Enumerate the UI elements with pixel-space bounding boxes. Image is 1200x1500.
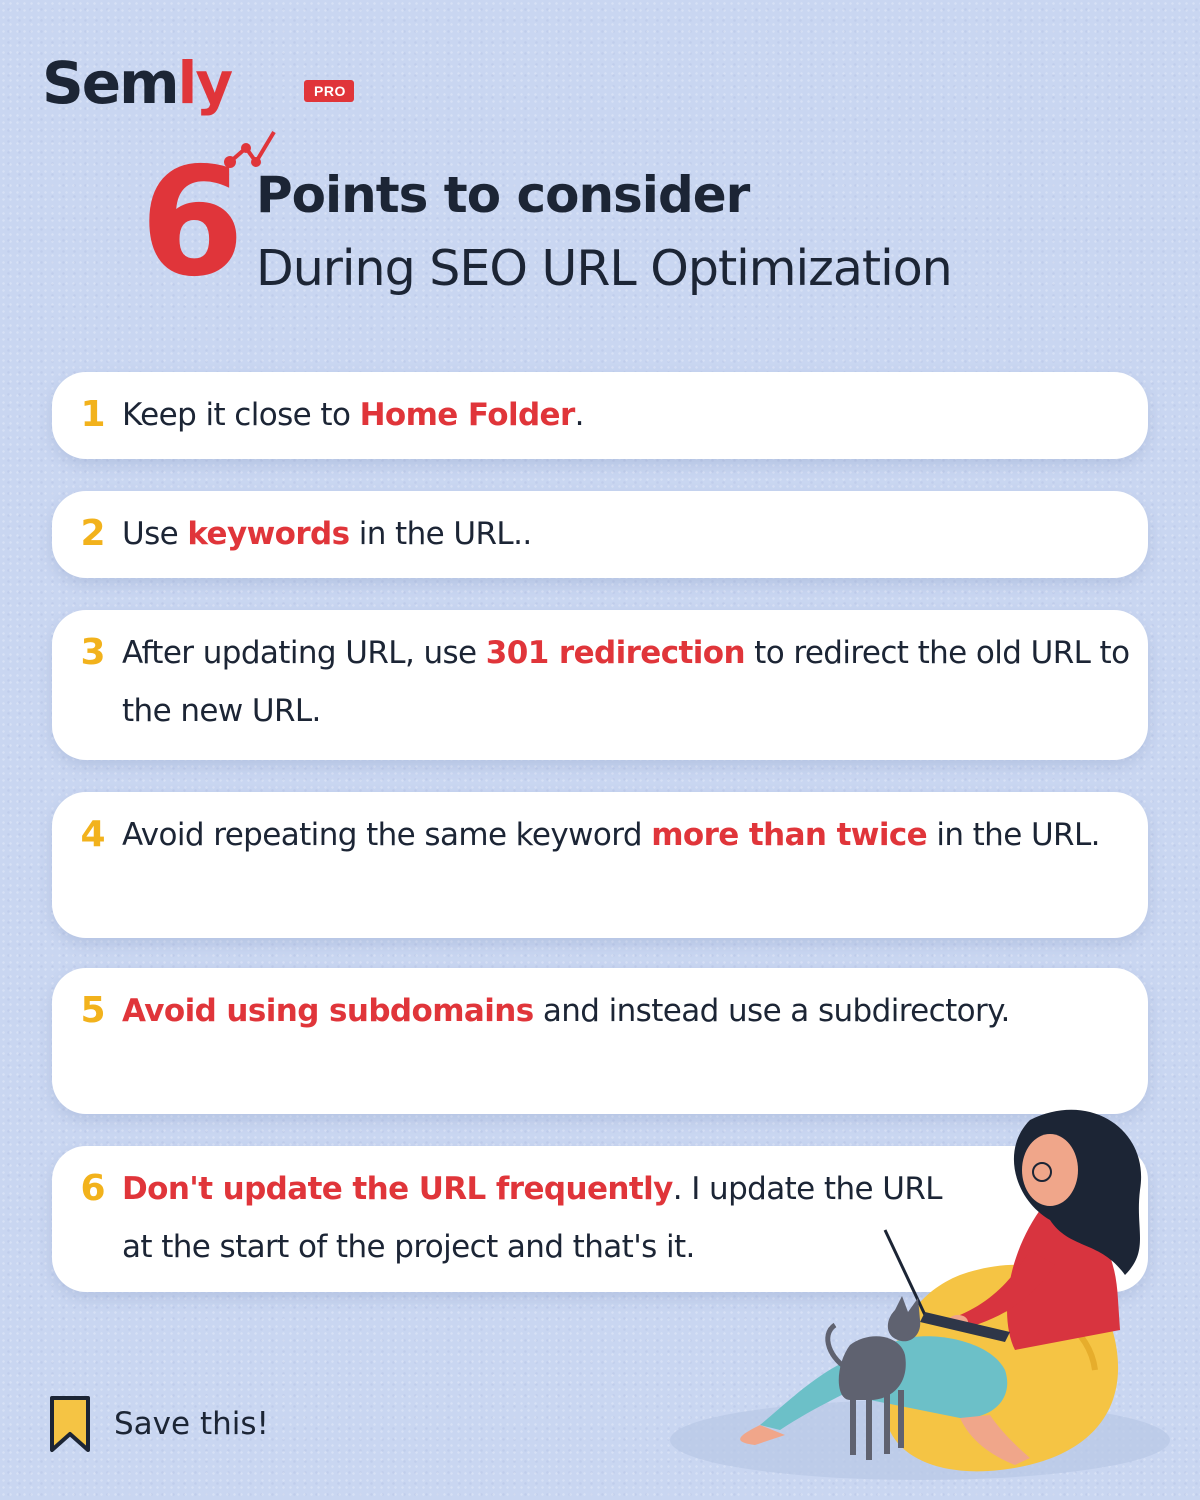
tip-text [122,624,1132,740]
tip-text-plain: and instead use a subdirectory. [533,993,1010,1029]
save-this-button[interactable] [48,1394,348,1454]
tip-text-plain: in the URL. [927,817,1100,853]
tip-number: 1 [80,394,106,435]
woman-with-laptop-illustration [670,1100,1170,1490]
tip-text-highlight: Home Folder [359,397,575,433]
tip-text-highlight: keywords [187,516,350,552]
tip-number: 4 [80,814,106,855]
logo-wordmark [42,49,232,117]
tip-text [122,982,1132,1040]
tip-text-plain: After updating URL, use [122,635,486,671]
tip-text [122,505,1132,563]
tip-text-plain: . I update the URL at the start of the project and that's it. [122,1171,942,1265]
tip-text-highlight: Avoid using subdomains [122,993,534,1029]
page-subtitle: During SEO URL Optimization [256,240,952,297]
tip-card-4 [52,792,1148,938]
tip-text-highlight: 301 redirection [485,635,745,671]
logo-wordmark-sem: Sem [42,49,178,117]
tip-number: 5 [80,990,106,1031]
tip-card-5 [52,968,1148,1114]
tip-text-plain: . [574,397,584,433]
tip-text-plain: Use [122,516,188,552]
tip-card-1 [52,372,1148,459]
tip-text-plain: Avoid repeating the same keyword [122,817,652,853]
tip-card-2 [52,491,1148,578]
save-this-label: Save this! [114,1406,269,1442]
tip-text-plain: in the URL.. [349,516,532,552]
heading-number: 6 [140,136,245,310]
pro-badge: PRO [304,80,354,102]
tip-number: 2 [80,513,106,554]
page-heading [140,136,1100,310]
tip-text-plain: Keep it close to [122,397,360,433]
page-title: Points to consider [256,166,750,224]
tip-text [122,806,1132,864]
tip-text-highlight: Don't update the URL frequently [122,1171,673,1207]
tip-number: 3 [80,632,106,673]
bookmark-icon [48,1394,92,1454]
tip-text-plain: to redirect the old URL to the new URL. [122,635,1130,729]
tip-card-3 [52,610,1148,760]
logo-wordmark-ly: ly [177,49,232,117]
tip-number: 6 [80,1168,106,1209]
tip-text [122,386,1132,444]
tip-text-highlight: more than twice [651,817,928,853]
